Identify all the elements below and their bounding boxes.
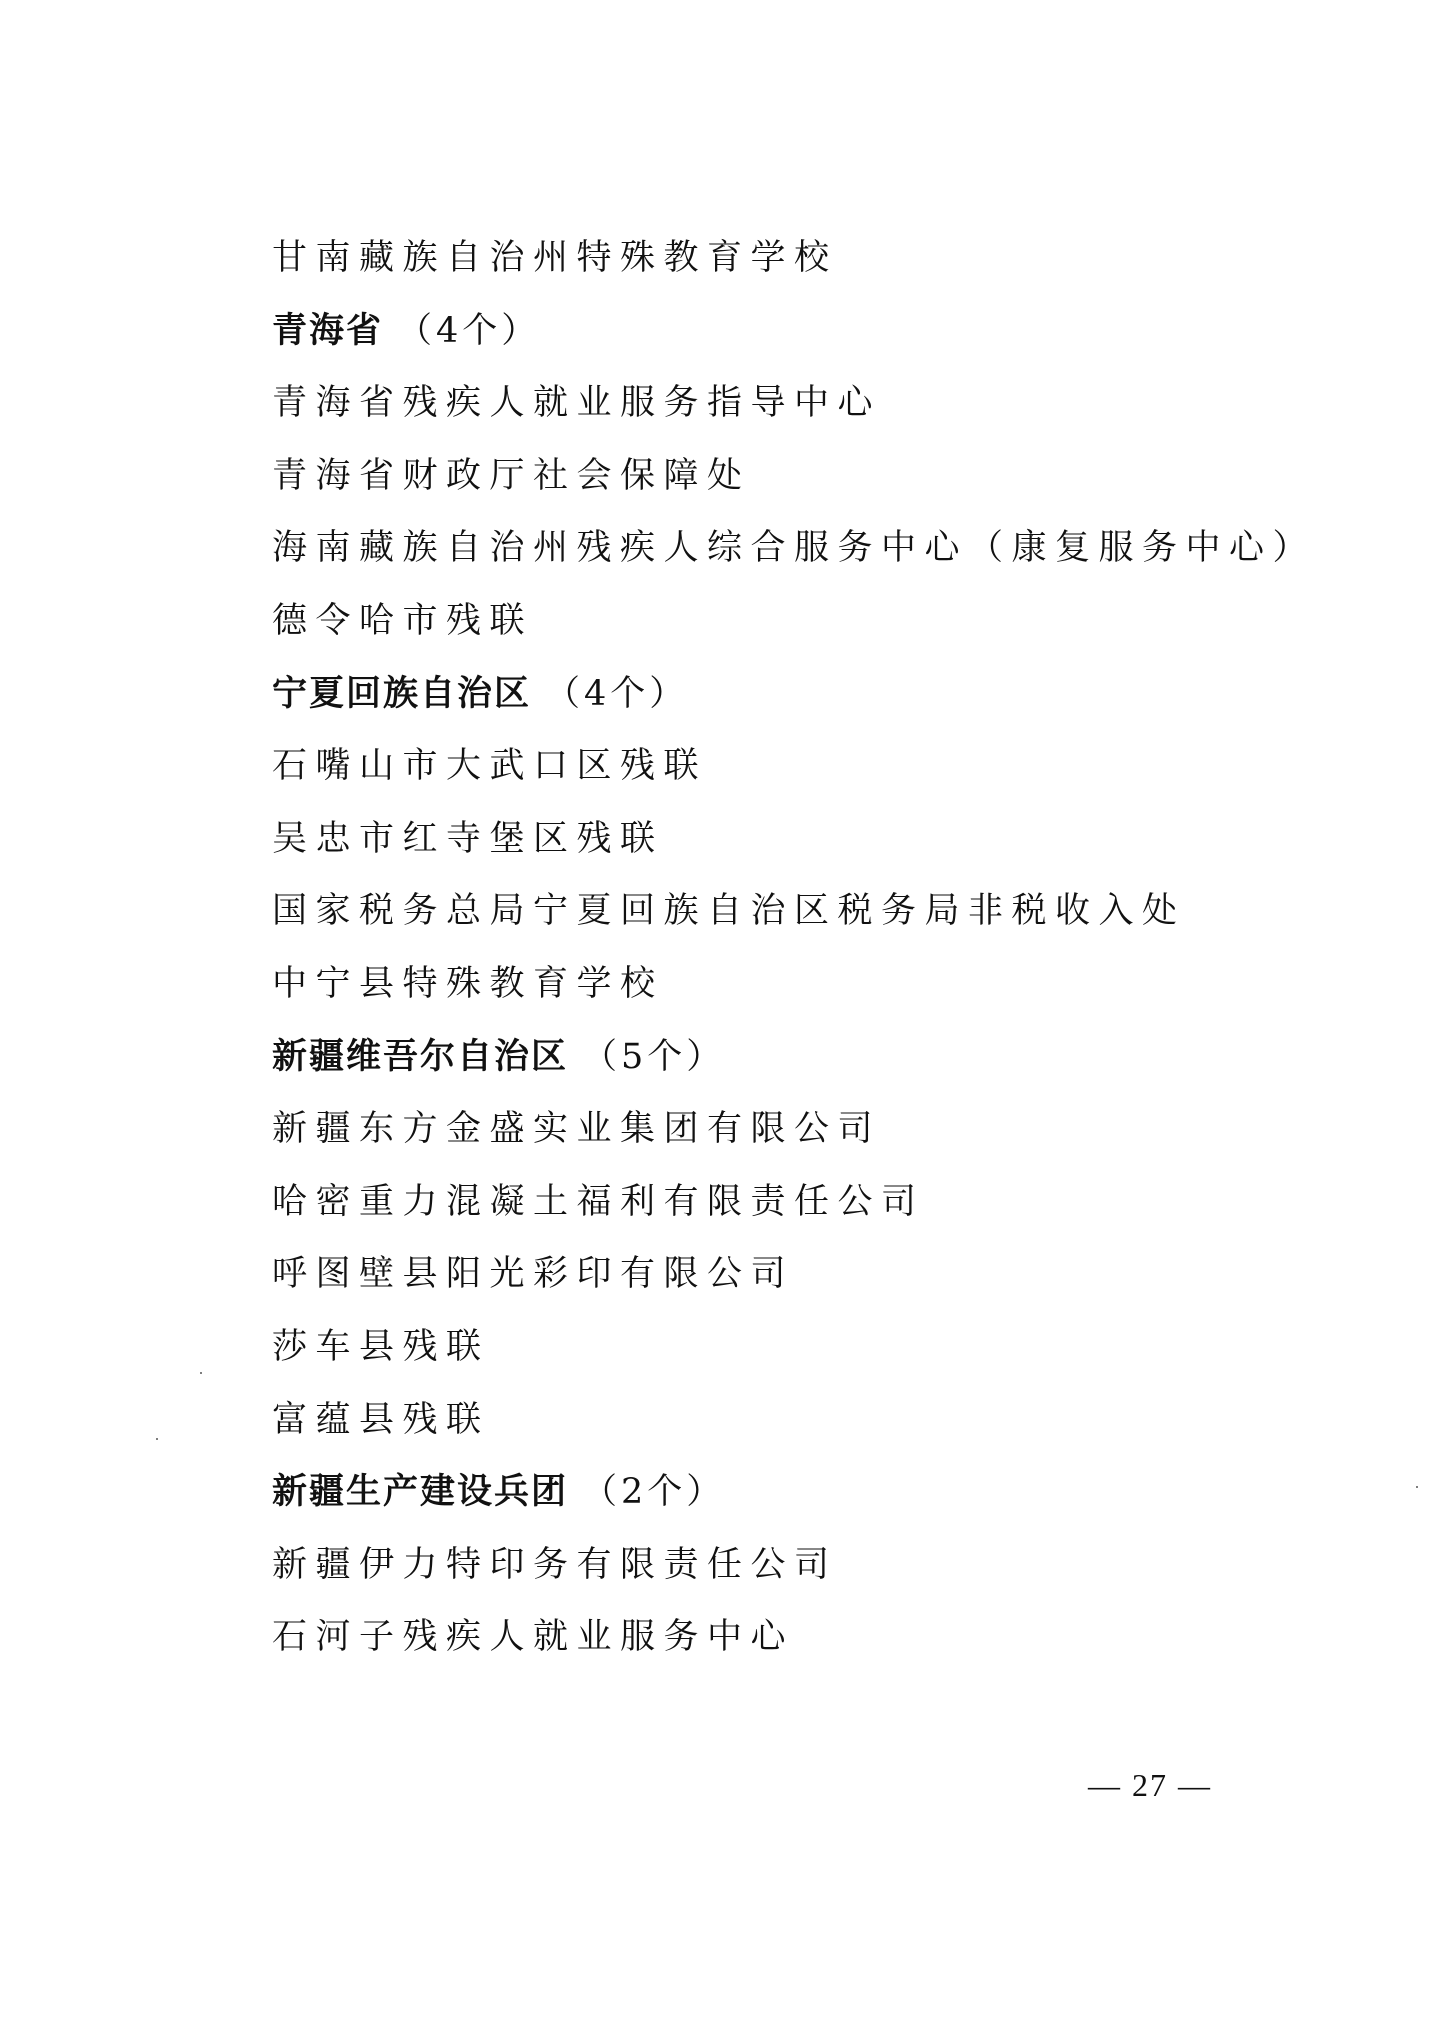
organization-item: 新疆伊力特印务有限责任公司 [272,1544,838,1585]
organization-item: 富蕴县残联 [272,1399,490,1440]
organization-item: 国家税务总局宁夏回族自治区税务局非税收入处 [272,891,1186,932]
page-number: — 27 — [1088,1767,1212,1803]
region-heading [272,1462,1272,1522]
region-count: （5个） [582,1036,726,1077]
scan-speck [200,1372,202,1374]
region-name: 新疆生产建设兵团 [272,1472,569,1513]
organization-item: 新疆东方金盛实业集团有限公司 [272,1109,882,1150]
organization-item: 甘南藏族自治州特殊教育学校 [272,238,838,278]
organization-item: 吴忠市红寺堡区残联 [272,818,664,859]
organization-item: 德令哈市残联 [272,601,534,641]
region-count: （4个） [397,310,541,351]
region-count: （2个） [582,1472,726,1513]
region-count: （4个） [545,673,689,714]
region-heading [272,1027,1272,1087]
organization-item: 哈密重力混凝土福利有限责任公司 [272,1181,925,1222]
region-name: 宁夏回族自治区 [272,673,532,714]
region-heading [272,664,1272,724]
organization-item: 呼图壁县阳光彩印有限公司 [272,1254,795,1295]
organization-item: 青海省财政厅社会保障处 [272,455,751,496]
scan-speck [1416,1486,1418,1488]
region-name: 青海省 [272,310,384,351]
scan-speck [156,1438,158,1440]
organization-item: 石河子残疾人就业服务中心 [272,1617,795,1658]
region-name: 新疆维吾尔自治区 [272,1036,569,1077]
organization-item: 莎车县残联 [272,1327,490,1367]
organization-item: 海南藏族自治州残疾人综合服务中心（康复服务中心） [272,528,1317,569]
organization-item: 石嘴山市大武口区残联 [272,746,708,787]
region-heading [272,301,1272,361]
organization-item: 青海省残疾人就业服务指导中心 [272,383,882,424]
organization-item: 中宁县特殊教育学校 [272,964,664,1004]
